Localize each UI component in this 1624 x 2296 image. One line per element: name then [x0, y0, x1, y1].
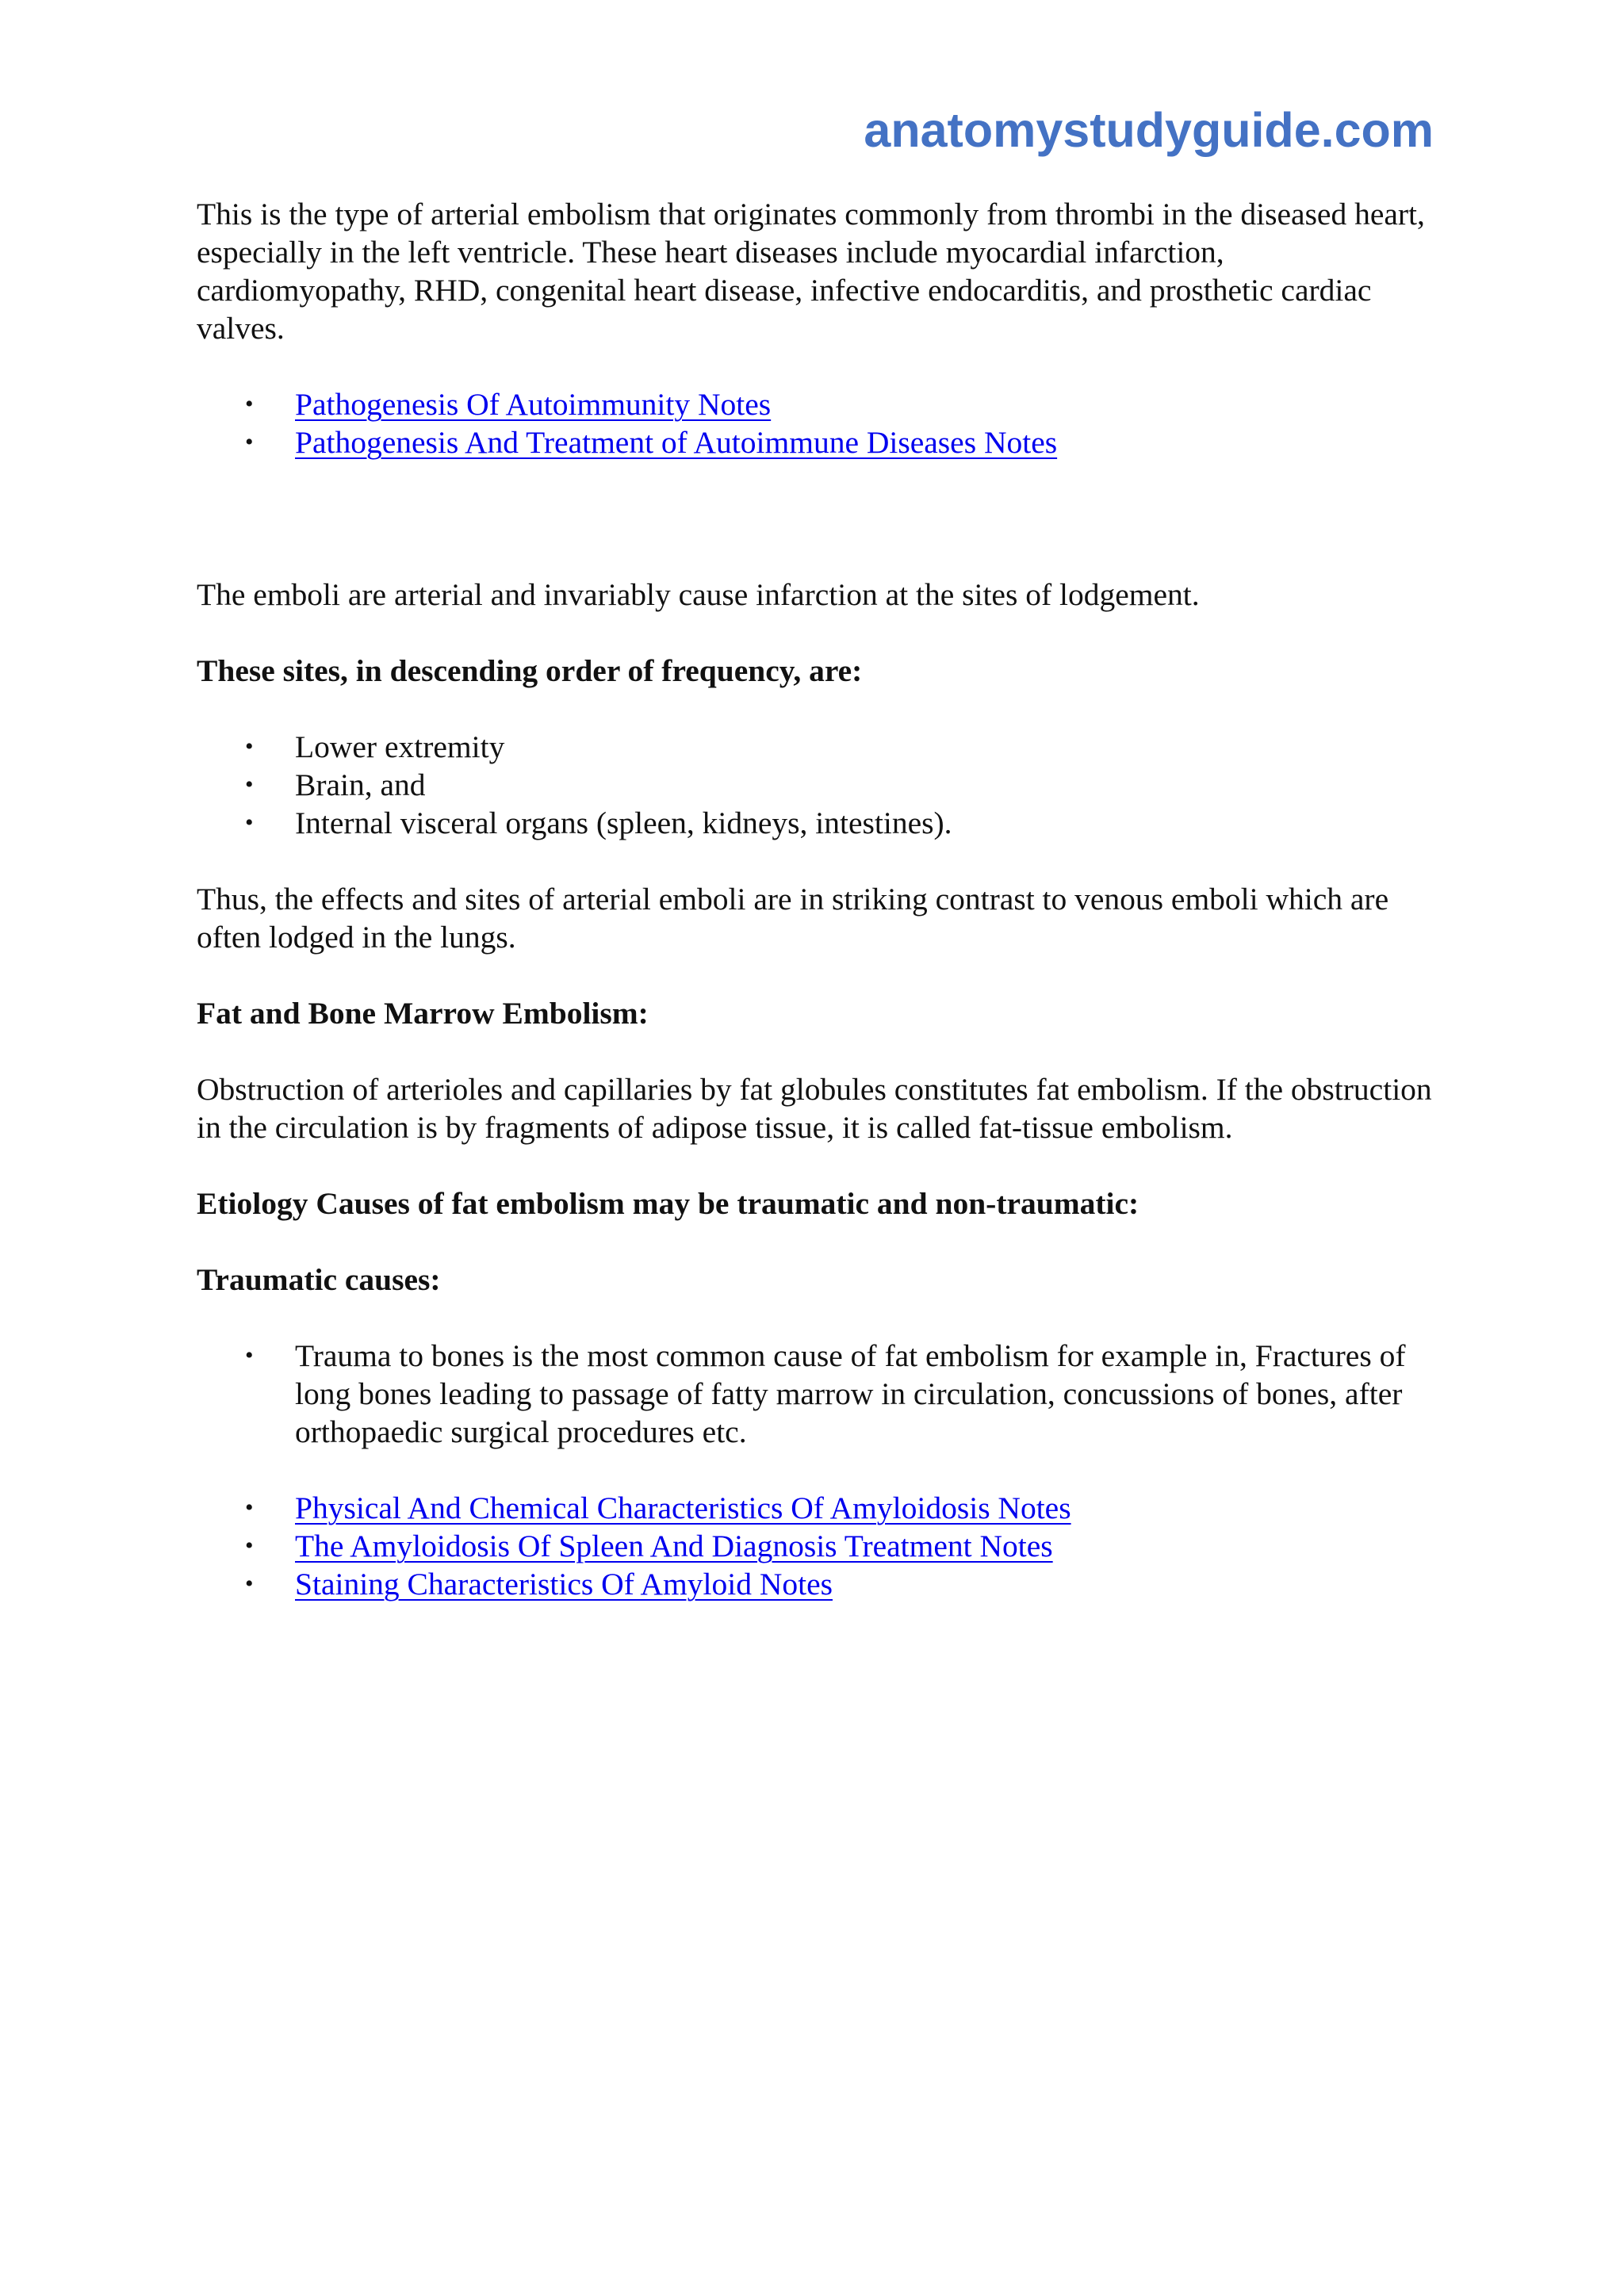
fat-embolism-heading: Fat and Bone Marrow Embolism: — [197, 996, 649, 1031]
bullet-icon: • — [245, 771, 254, 798]
list-item — [197, 728, 1434, 766]
link-amyloidosis-characteristics[interactable]: Physical And Chemical Characteristics Of Amyloidosis Notes — [295, 1490, 1071, 1525]
site-item-text: Internal visceral organs (spleen, kidneys, intestines). — [295, 806, 952, 840]
list-item — [197, 423, 1434, 461]
site-item-text: Brain, and — [295, 767, 426, 802]
spacer — [197, 499, 1434, 576]
document-page — [197, 0, 1434, 2296]
related-links-list-1 — [197, 385, 1434, 461]
list-item — [197, 1527, 1434, 1565]
sites-heading: These sites, in descending order of frequency, are: — [197, 653, 863, 688]
list-item — [197, 804, 1434, 842]
list-item — [197, 385, 1434, 423]
link-pathogenesis-autoimmunity[interactable]: Pathogenesis Of Autoimmunity Notes — [295, 387, 772, 422]
bullet-icon: • — [245, 809, 254, 836]
etiology-heading: Etiology Causes of fat embolism may be traumatic and non-traumatic: — [197, 1186, 1139, 1221]
bullet-icon: • — [245, 429, 254, 455]
traumatic-item-text: Trauma to bones is the most common cause of fat embolism for example in, Fractures of long bones leading to passage of fatty marrow in circulation, concussions of bones, after orthopaedic surgical procedures etc. — [295, 1338, 1406, 1449]
list-item — [197, 1337, 1434, 1451]
article-content — [197, 195, 1434, 1641]
site-name-header: anatomystudyguide.com — [864, 103, 1434, 157]
link-amyloid-staining[interactable]: Staining Characteristics Of Amyloid Notes — [295, 1567, 833, 1601]
bullet-icon: • — [245, 1342, 254, 1368]
bullet-icon: • — [245, 1494, 254, 1521]
fat-embolism-paragraph: Obstruction of arterioles and capillaries by fat globules constitutes fat embolism. If the obstruction in the circulation is by fragments of adipose tissue, it is called fat-tissue embolism. — [197, 1072, 1432, 1145]
site-item-text: Lower extremity — [295, 729, 505, 764]
bullet-icon: • — [245, 733, 254, 760]
emboli-paragraph: The emboli are arterial and invariably cause infarction at the sites of lodgement. — [197, 577, 1200, 612]
list-item — [197, 1565, 1434, 1603]
bullet-icon: • — [245, 391, 254, 417]
intro-paragraph: This is the type of arterial embolism that originates commonly from thrombi in the diseased heart, especially in the left ventricle. These heart diseases include myocardial infarction, cardiomyopathy, RHD, congenital heart disease, infective endocarditis, and prosthetic cardiac valves. — [197, 197, 1425, 346]
sites-list — [197, 728, 1434, 842]
traumatic-causes-heading: Traumatic causes: — [197, 1262, 441, 1297]
list-item — [197, 1489, 1434, 1527]
bullet-icon: • — [245, 1533, 254, 1559]
link-amyloidosis-spleen[interactable]: The Amyloidosis Of Spleen And Diagnosis Treatment Notes — [295, 1529, 1053, 1563]
bullet-icon: • — [245, 1571, 254, 1597]
list-item — [197, 766, 1434, 804]
contrast-paragraph: Thus, the effects and sites of arterial emboli are in striking contrast to venous emboli which are often lodged in the lungs. — [197, 882, 1389, 955]
traumatic-causes-list — [197, 1337, 1434, 1451]
related-links-list-2 — [197, 1489, 1434, 1603]
link-autoimmune-diseases[interactable]: Pathogenesis And Treatment of Autoimmune Diseases Notes — [295, 425, 1058, 460]
